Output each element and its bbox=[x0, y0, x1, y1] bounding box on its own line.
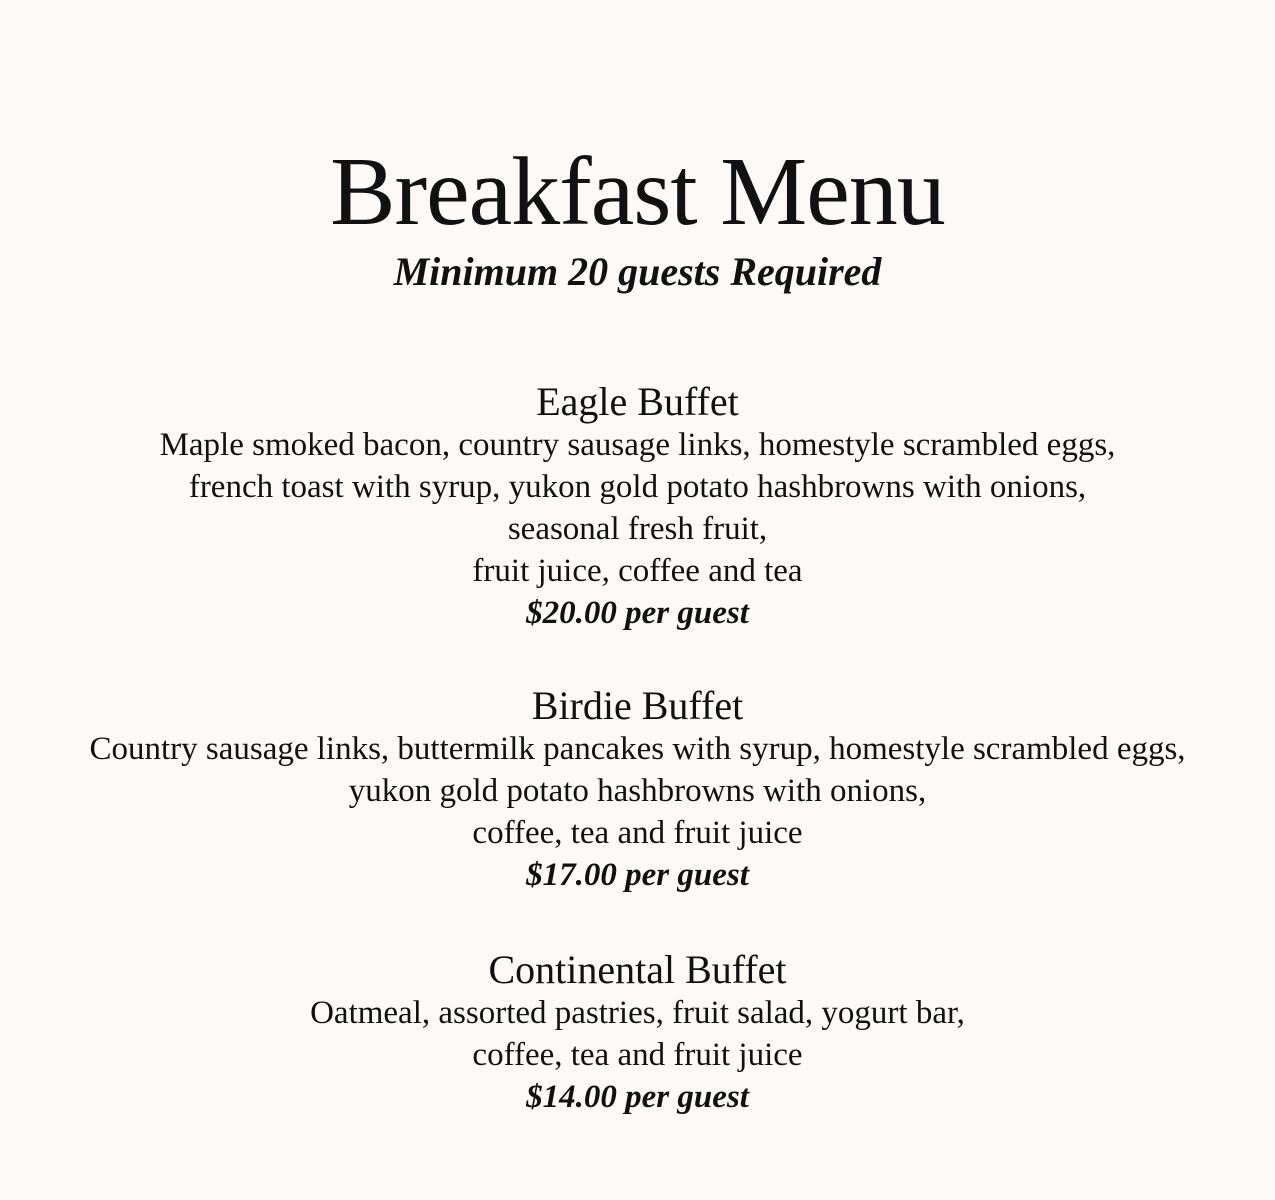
section-description-line: french toast with syrup, yukon gold potato hashbrowns with onions, bbox=[188, 469, 1087, 505]
menu-subtitle: Minimum 20 guests Required bbox=[393, 249, 882, 294]
section-price: $20.00 per guest bbox=[526, 595, 749, 631]
section-name: Eagle Buffet bbox=[536, 379, 739, 424]
section-description-line: fruit juice, coffee and tea bbox=[472, 553, 803, 589]
section-price: $14.00 per guest bbox=[526, 1079, 749, 1115]
section-birdie-buffet bbox=[0, 684, 1275, 896]
section-name: Continental Buffet bbox=[488, 947, 787, 992]
section-description-line: Oatmeal, assorted pastries, fruit salad, yogurt bar, bbox=[310, 995, 965, 1031]
section-description-line: coffee, tea and fruit juice bbox=[472, 815, 803, 851]
section-description-line: Country sausage links, buttermilk pancakes with syrup, homestyle scrambled eggs, bbox=[89, 731, 1186, 767]
section-price: $17.00 per guest bbox=[526, 857, 749, 893]
section-eagle-buffet bbox=[0, 380, 1275, 634]
section-description-line: seasonal fresh fruit, bbox=[507, 511, 768, 547]
section-continental-buffet bbox=[0, 948, 1275, 1118]
menu-title: Breakfast Menu bbox=[330, 138, 945, 246]
section-description-line: coffee, tea and fruit juice bbox=[472, 1037, 803, 1073]
section-name: Birdie Buffet bbox=[531, 683, 744, 728]
section-description-line: yukon gold potato hashbrowns with onions, bbox=[348, 773, 927, 809]
section-description-line: Maple smoked bacon, country sausage links, homestyle scrambled eggs, bbox=[159, 427, 1116, 463]
